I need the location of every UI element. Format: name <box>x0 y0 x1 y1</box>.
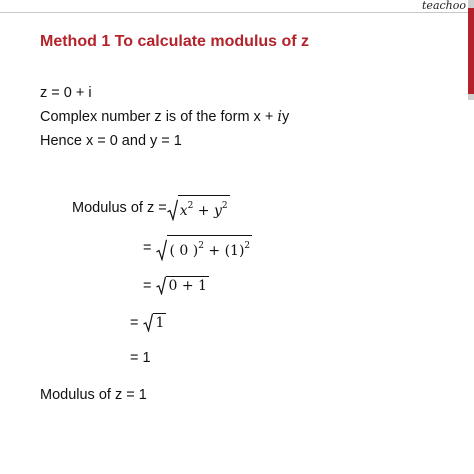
modulus-step-3 <box>143 276 209 295</box>
radicand: 1 <box>155 315 165 331</box>
brand-logo: teachoo <box>422 0 466 12</box>
radical <box>143 313 166 332</box>
equals-sign: = <box>143 277 152 294</box>
radical <box>156 276 208 295</box>
scrollbar[interactable] <box>468 0 474 100</box>
radicand: ( 0 )$^2 + (1)^2$ <box>167 235 252 261</box>
radical-sign-icon <box>156 276 166 295</box>
header-divider <box>0 12 474 13</box>
modulus-step-5: = 1 <box>130 350 151 366</box>
hence-line: Hence x = 0 and y = 1 <box>40 133 182 149</box>
modulus-label: Modulus of z = <box>72 200 167 216</box>
radical-sign-icon <box>143 313 153 332</box>
form-line <box>40 109 289 125</box>
form-y: y <box>281 109 290 125</box>
imaginary-unit: i <box>277 109 282 125</box>
radical-sign-icon <box>167 199 178 221</box>
modulus-step-2 <box>143 235 252 261</box>
equals-sign: = <box>143 240 152 256</box>
modulus-step-1 <box>72 195 230 221</box>
form-text: Complex number z is of the form x + <box>40 109 278 125</box>
radical <box>156 235 252 261</box>
equals-sign: = <box>130 314 139 331</box>
radicand: 0 + 1 <box>168 278 207 294</box>
result-line: Modulus of z = 1 <box>40 387 147 403</box>
scrollbar-thumb[interactable] <box>468 8 474 94</box>
modulus-step-4 <box>130 313 166 332</box>
page-title: Method 1 To calculate modulus of z <box>40 33 310 50</box>
radicand: $x^2 + y^2$ <box>178 195 230 221</box>
radical-sign-icon <box>156 239 167 261</box>
radical <box>167 195 230 221</box>
z-value-line: z = 0 + i <box>40 85 92 101</box>
